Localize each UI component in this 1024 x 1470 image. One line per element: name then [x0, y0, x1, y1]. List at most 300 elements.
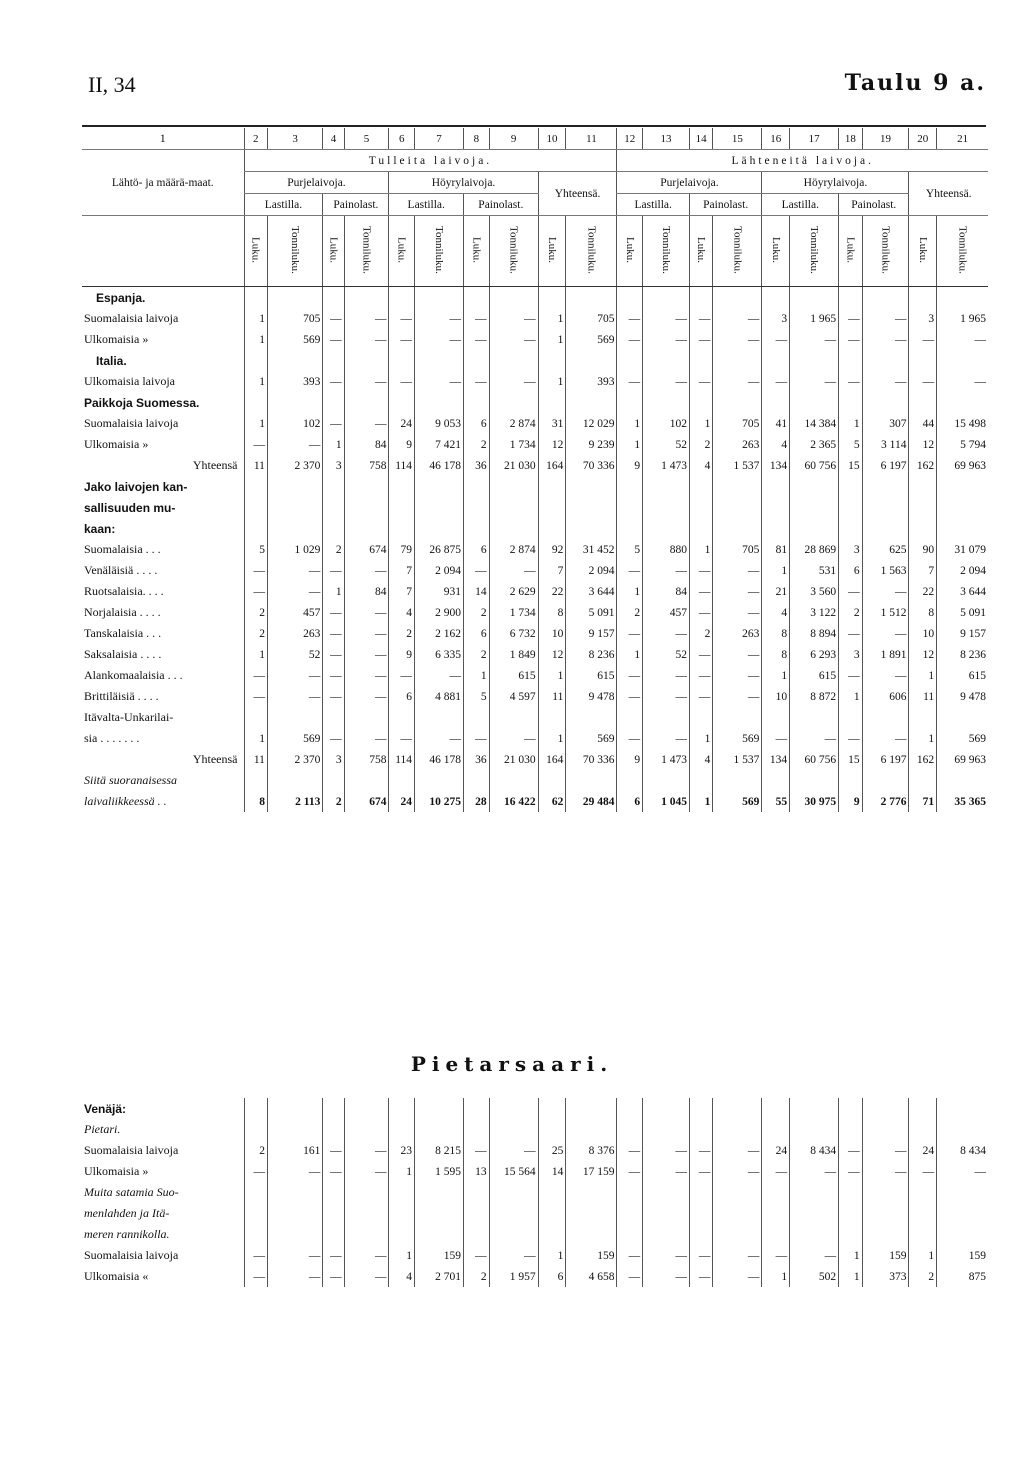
- column-number: 11: [566, 128, 617, 150]
- table-cell: [244, 518, 267, 539]
- table-cell: [538, 497, 566, 518]
- table-cell: 3: [839, 644, 862, 665]
- table-cell: —: [267, 581, 322, 602]
- table-cell: 3 122: [790, 602, 839, 623]
- table-cell: [909, 497, 937, 518]
- table-cell: [839, 392, 862, 413]
- row-label: Ulkomaisia »: [84, 332, 149, 346]
- table-cell: —: [713, 602, 762, 623]
- table-cell: —: [689, 1140, 712, 1161]
- loaded-header: Lastilla.: [389, 194, 464, 216]
- table-cell: [244, 350, 267, 371]
- table-row: [82, 329, 988, 350]
- table-cell: [389, 1098, 415, 1119]
- column-number: 7: [415, 128, 464, 150]
- table-cell: 1 045: [643, 791, 690, 812]
- table-cell: [909, 1224, 937, 1245]
- table-cell: [862, 1119, 909, 1140]
- table-cell: [839, 1182, 862, 1203]
- table-cell: 531: [790, 560, 839, 581]
- table-cell: —: [267, 665, 322, 686]
- table-cell: [244, 476, 267, 497]
- table-cell: —: [790, 1245, 839, 1266]
- table-cell: —: [617, 728, 643, 749]
- table-cell: [464, 476, 490, 497]
- table-cell: 2 094: [415, 560, 464, 581]
- table-cell: [839, 518, 862, 539]
- table-cell: —: [790, 728, 839, 749]
- table-cell: 1: [689, 728, 712, 749]
- table-cell: —: [839, 329, 862, 350]
- table-cell: [344, 518, 389, 539]
- row-label: Suomalaisia . . .: [84, 542, 161, 556]
- table-cell: 70 336: [566, 749, 617, 770]
- table-row: [82, 497, 988, 518]
- table-cell: 2 629: [489, 581, 538, 602]
- table-cell: 6: [617, 791, 643, 812]
- table-cell: 1 957: [489, 1266, 538, 1287]
- table-cell: —: [389, 728, 415, 749]
- table-cell: 8 894: [790, 623, 839, 644]
- table-cell: 1: [389, 1161, 415, 1182]
- table-cell: [617, 1182, 643, 1203]
- table-row: [82, 665, 988, 686]
- table-cell: [937, 1119, 988, 1140]
- row-label: Brittiläisiä . . . .: [84, 689, 159, 703]
- table-cell: 2 874: [489, 413, 538, 434]
- table-cell: [839, 287, 862, 309]
- table-cell: —: [713, 1140, 762, 1161]
- table-cell: 21 030: [489, 455, 538, 476]
- table-cell: —: [617, 665, 643, 686]
- table-row: [82, 518, 988, 539]
- column-number: 18: [839, 128, 862, 150]
- table-cell: 79: [389, 539, 415, 560]
- table-cell: —: [643, 728, 690, 749]
- table-cell: [267, 1224, 322, 1245]
- table-cell: [689, 518, 712, 539]
- table-cell: [244, 497, 267, 518]
- table-cell: [566, 707, 617, 728]
- table-cell: 90: [909, 539, 937, 560]
- table-cell: 6 197: [862, 749, 909, 770]
- table-cell: 71: [909, 791, 937, 812]
- table-cell: —: [862, 308, 909, 329]
- table-cell: 705: [566, 308, 617, 329]
- column-number: 2: [244, 128, 267, 150]
- table-cell: 263: [713, 434, 762, 455]
- table-cell: 1: [538, 1245, 566, 1266]
- table-cell: [489, 392, 538, 413]
- table-cell: [790, 287, 839, 309]
- table-cell: [489, 770, 538, 791]
- unit-label: Tonniluku.: [879, 225, 892, 274]
- table-cell: —: [344, 1161, 389, 1182]
- table-cell: 2: [244, 623, 267, 644]
- unit-label: Luku.: [844, 236, 857, 263]
- table-cell: [323, 350, 344, 371]
- table-cell: 1: [244, 371, 267, 392]
- table-cell: [566, 1119, 617, 1140]
- row-label: sallisuuden mu-: [84, 500, 176, 515]
- departed-sail-header: Purjelaivoja.: [617, 172, 762, 194]
- ballast-header: Painolast.: [689, 194, 761, 216]
- table-cell: [415, 1098, 464, 1119]
- row-label: Pietari.: [84, 1122, 121, 1136]
- table-row: [82, 1224, 988, 1245]
- table-row: [82, 791, 988, 812]
- row-label: Ruotsalaisia. . . .: [84, 584, 164, 598]
- table-row: [82, 308, 988, 329]
- table-cell: [415, 770, 464, 791]
- table-cell: [762, 1203, 790, 1224]
- table-cell: [389, 392, 415, 413]
- table-cell: —: [244, 665, 267, 686]
- table-cell: 1: [839, 413, 862, 434]
- table-cell: —: [323, 1161, 344, 1182]
- table-cell: —: [344, 1140, 389, 1161]
- table-cell: [937, 770, 988, 791]
- table-cell: —: [267, 1161, 322, 1182]
- row-label: Suomalaisia laivoja: [84, 1248, 179, 1262]
- table-cell: 502: [790, 1266, 839, 1287]
- table-cell: —: [839, 1161, 862, 1182]
- table-cell: 6 732: [489, 623, 538, 644]
- table-cell: 81: [762, 539, 790, 560]
- table-cell: —: [713, 371, 762, 392]
- table-row: [82, 1245, 988, 1266]
- table-cell: [762, 497, 790, 518]
- table-cell: [389, 1224, 415, 1245]
- departed-header: Lähteneitä laivoja.: [617, 150, 988, 172]
- statistics-table-2: [82, 1098, 988, 1287]
- table-cell: 46 178: [415, 749, 464, 770]
- table-cell: [464, 392, 490, 413]
- table-cell: [244, 1119, 267, 1140]
- table-cell: [464, 770, 490, 791]
- table-cell: [689, 287, 712, 309]
- table-cell: [643, 287, 690, 309]
- table-cell: 1: [617, 581, 643, 602]
- row-label: Itävalta-Unkarilai-: [84, 710, 174, 724]
- table-cell: 2 874: [489, 539, 538, 560]
- table-cell: 263: [267, 623, 322, 644]
- table-cell: [389, 350, 415, 371]
- table-cell: 1: [617, 413, 643, 434]
- table-cell: —: [689, 581, 712, 602]
- table-cell: —: [323, 329, 344, 350]
- table-cell: 3: [323, 455, 344, 476]
- table-cell: 159: [937, 1245, 988, 1266]
- table-cell: —: [689, 665, 712, 686]
- table-cell: 1: [762, 1266, 790, 1287]
- table-cell: 1: [762, 560, 790, 581]
- table-cell: [617, 287, 643, 309]
- table-cell: —: [862, 371, 909, 392]
- table-cell: 1: [538, 308, 566, 329]
- table-cell: [267, 350, 322, 371]
- table-cell: 62: [538, 791, 566, 812]
- table-cell: 29 484: [566, 791, 617, 812]
- table-cell: 4: [689, 455, 712, 476]
- table-cell: [862, 1182, 909, 1203]
- table-cell: 373: [862, 1266, 909, 1287]
- table-cell: 12: [909, 644, 937, 665]
- table-cell: 7: [538, 560, 566, 581]
- table-cell: 35 365: [937, 791, 988, 812]
- column-number: 6: [389, 128, 415, 150]
- table-cell: [713, 350, 762, 371]
- table-cell: [643, 1119, 690, 1140]
- table-cell: 705: [713, 539, 762, 560]
- table-cell: 12: [538, 434, 566, 455]
- table-cell: —: [344, 413, 389, 434]
- table-cell: 2: [323, 791, 344, 812]
- column-number: 4: [323, 128, 344, 150]
- table-cell: [267, 707, 322, 728]
- table-cell: [323, 287, 344, 309]
- row-label: Espanja.: [96, 290, 146, 305]
- table-cell: 1: [909, 1245, 937, 1266]
- table-cell: —: [839, 665, 862, 686]
- table-cell: [937, 287, 988, 309]
- table-cell: 6 197: [862, 455, 909, 476]
- table-cell: —: [713, 1161, 762, 1182]
- table-cell: —: [909, 1161, 937, 1182]
- table-cell: 9: [617, 749, 643, 770]
- table-cell: [937, 350, 988, 371]
- table-cell: 28 869: [790, 539, 839, 560]
- table-cell: —: [713, 581, 762, 602]
- table-cell: [415, 287, 464, 309]
- table-cell: —: [267, 434, 322, 455]
- table-cell: [538, 1182, 566, 1203]
- table-row: [82, 1203, 988, 1224]
- table-cell: —: [643, 623, 690, 644]
- table-cell: [415, 1224, 464, 1245]
- table-cell: 5 794: [937, 434, 988, 455]
- table-cell: [839, 476, 862, 497]
- table-cell: 1: [617, 434, 643, 455]
- table-cell: —: [617, 686, 643, 707]
- table-cell: [415, 707, 464, 728]
- table-cell: 8 434: [937, 1140, 988, 1161]
- table-cell: 3 114: [862, 434, 909, 455]
- table-cell: —: [937, 1161, 988, 1182]
- table-cell: [344, 1119, 389, 1140]
- table-cell: 2 900: [415, 602, 464, 623]
- table-cell: [538, 1098, 566, 1119]
- table-cell: [643, 476, 690, 497]
- table-cell: 2 776: [862, 791, 909, 812]
- table-cell: [643, 1182, 690, 1203]
- table-cell: 1: [839, 686, 862, 707]
- table-cell: —: [643, 1245, 690, 1266]
- table-cell: 457: [643, 602, 690, 623]
- table-cell: —: [617, 1266, 643, 1287]
- tonnage-header: [862, 216, 909, 287]
- table-cell: 4 881: [415, 686, 464, 707]
- table-cell: [762, 350, 790, 371]
- table-cell: —: [344, 644, 389, 665]
- table-cell: 60 756: [790, 455, 839, 476]
- table-cell: [937, 497, 988, 518]
- table-cell: 5 091: [937, 602, 988, 623]
- table-cell: [937, 1098, 988, 1119]
- table-cell: 6: [464, 539, 490, 560]
- table-cell: [415, 1203, 464, 1224]
- table-cell: [909, 1119, 937, 1140]
- table-cell: [538, 1203, 566, 1224]
- table-cell: —: [323, 1245, 344, 1266]
- tonnage-header: [790, 216, 839, 287]
- table-cell: [489, 350, 538, 371]
- table-cell: 134: [762, 749, 790, 770]
- table-row: [82, 350, 988, 371]
- table-cell: —: [464, 329, 490, 350]
- table-cell: 2: [464, 602, 490, 623]
- table-cell: 4: [762, 602, 790, 623]
- table-cell: 24: [909, 1140, 937, 1161]
- table-cell: [464, 1182, 490, 1203]
- column-number: 1: [82, 128, 244, 150]
- table-row: [82, 1182, 988, 1203]
- column-number-row: [82, 128, 988, 150]
- table-cell: —: [344, 329, 389, 350]
- table-cell: —: [617, 371, 643, 392]
- table-cell: 24: [762, 1140, 790, 1161]
- table-cell: 1 029: [267, 539, 322, 560]
- table-cell: [344, 1224, 389, 1245]
- table-cell: [464, 497, 490, 518]
- table-cell: 162: [909, 749, 937, 770]
- row-label: Suomalaisia laivoja: [84, 416, 179, 430]
- table-cell: [617, 1203, 643, 1224]
- table-cell: —: [244, 1245, 267, 1266]
- table-cell: —: [790, 371, 839, 392]
- table-cell: —: [344, 560, 389, 581]
- table-cell: 569: [566, 329, 617, 350]
- table-cell: 46 178: [415, 455, 464, 476]
- table-cell: 6 293: [790, 644, 839, 665]
- table-cell: —: [323, 308, 344, 329]
- count-header: [323, 216, 344, 287]
- table-cell: 1 891: [862, 644, 909, 665]
- table-cell: [762, 1224, 790, 1245]
- table-cell: 457: [267, 602, 322, 623]
- table-cell: [323, 476, 344, 497]
- row-label: meren rannikolla.: [84, 1227, 170, 1241]
- table-cell: [389, 287, 415, 309]
- table-cell: 134: [762, 455, 790, 476]
- table-cell: —: [713, 329, 762, 350]
- table-cell: 1: [244, 308, 267, 329]
- table-cell: 10: [538, 623, 566, 644]
- table-cell: [643, 707, 690, 728]
- row-label: kaan:: [84, 521, 116, 536]
- table-cell: [344, 1203, 389, 1224]
- table-cell: [267, 497, 322, 518]
- table-cell: [617, 1119, 643, 1140]
- table-cell: 3: [762, 308, 790, 329]
- table-cell: 4 597: [489, 686, 538, 707]
- table-cell: [344, 1098, 389, 1119]
- table-cell: 2 701: [415, 1266, 464, 1287]
- table-cell: [415, 476, 464, 497]
- count-header: [839, 216, 862, 287]
- row-label: laivaliikkeessä . .: [84, 794, 167, 808]
- table-row: [82, 1161, 988, 1182]
- table-cell: 2: [689, 623, 712, 644]
- table-cell: —: [762, 1161, 790, 1182]
- table-cell: 1 734: [489, 602, 538, 623]
- table-cell: [464, 707, 490, 728]
- table-cell: 28: [464, 791, 490, 812]
- table-cell: [909, 770, 937, 791]
- table-cell: 21 030: [489, 749, 538, 770]
- table-cell: [617, 1224, 643, 1245]
- page-title: Taulu 9 a.: [844, 70, 986, 96]
- table-cell: [937, 707, 988, 728]
- table-cell: 1 537: [713, 455, 762, 476]
- table-cell: 606: [862, 686, 909, 707]
- table-cell: 52: [643, 644, 690, 665]
- table-cell: 102: [267, 413, 322, 434]
- departed-steam-header: Höyrylaivoja.: [762, 172, 909, 194]
- table-cell: 674: [344, 791, 389, 812]
- table-cell: [566, 287, 617, 309]
- table-cell: —: [839, 308, 862, 329]
- table-cell: —: [464, 728, 490, 749]
- table-cell: —: [689, 308, 712, 329]
- table-cell: 8: [762, 623, 790, 644]
- table-cell: —: [464, 371, 490, 392]
- unit-label: Luku.: [769, 236, 782, 263]
- unit-label: Luku.: [545, 236, 558, 263]
- column-number: 19: [862, 128, 909, 150]
- table-cell: [566, 770, 617, 791]
- table-cell: [937, 518, 988, 539]
- table-cell: 15: [839, 455, 862, 476]
- table-cell: [344, 350, 389, 371]
- table-cell: 2: [617, 602, 643, 623]
- table-cell: —: [464, 1245, 490, 1266]
- table-row: [82, 1266, 988, 1287]
- table-cell: —: [790, 329, 839, 350]
- table-cell: [617, 392, 643, 413]
- table-cell: —: [323, 665, 344, 686]
- table-cell: —: [839, 371, 862, 392]
- table-cell: —: [643, 1161, 690, 1182]
- table-cell: 102: [643, 413, 690, 434]
- table-cell: 55: [762, 791, 790, 812]
- row-label: menlahden ja Itä-: [84, 1206, 170, 1220]
- table-cell: 8 236: [937, 644, 988, 665]
- unit-label: Tonniluku.: [731, 225, 744, 274]
- table-row: [82, 623, 988, 644]
- arrived-sail-header: Purjelaivoja.: [244, 172, 389, 194]
- table-cell: 8: [538, 602, 566, 623]
- table-cell: [790, 770, 839, 791]
- table-cell: 1 537: [713, 749, 762, 770]
- tonnage-header: [566, 216, 617, 287]
- table-cell: [538, 287, 566, 309]
- row-label: Tanskalaisia . . .: [84, 626, 162, 640]
- column-number: 20: [909, 128, 937, 150]
- table-cell: 393: [267, 371, 322, 392]
- tonnage-header: [489, 216, 538, 287]
- table-cell: 164: [538, 749, 566, 770]
